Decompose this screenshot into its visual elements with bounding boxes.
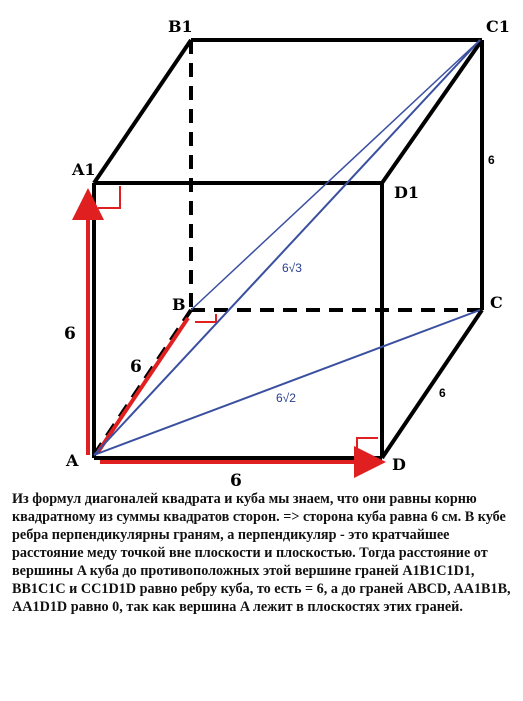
vertex-label-D1: D1	[394, 183, 420, 202]
vertex-label-B: B	[172, 295, 186, 314]
right-angle-B	[195, 314, 216, 322]
edge-D1C1	[382, 40, 482, 183]
vertex-label-B1: B1	[168, 17, 193, 36]
edge-label-AD: 6	[230, 471, 242, 491]
edge-label-CD: 6	[439, 386, 446, 400]
edge-CD	[382, 310, 482, 458]
edge-label-AB: 6	[130, 357, 142, 377]
vertex-label-A1: A1	[72, 160, 96, 179]
diagonal-label-AC: 6√2	[276, 391, 296, 405]
highlight-AB	[98, 318, 188, 452]
vertex-label-C1: C1	[486, 17, 510, 36]
right-angle-A1	[98, 186, 120, 208]
edge-A1B1	[94, 40, 191, 183]
diagonal-BC1	[191, 40, 480, 310]
diagonal-AC	[94, 310, 480, 455]
vertex-label-A: A	[66, 451, 79, 470]
edge-label-AA1: 6	[64, 324, 76, 344]
vertex-label-D: D	[392, 455, 406, 474]
explanation-text: Из формул диагоналей квадрата и куба мы знаем, что они равны корню квадратному из суммы квадратов сторон. => сторона куба равна 6 см. В кубе ребра перпендикулярны граням, а перпендикуляр - это кратчайшее расстояние меду точкой вне плоскости и плоскостью. Тогда расстояние от вершины A куба до противоположных этой вершине граней A1B1C1D1, BB1C1C и CC1D1D равно ребру куба, то есть = 6, а до граней ABCD, AA1B1B, AA1D1D равно 0, так как вершина A лежит в плоскостях этих граней.	[12, 491, 511, 615]
right-angle-D	[357, 438, 378, 448]
vertex-label-C: C	[490, 293, 503, 312]
edge-label-CC1: 6	[488, 153, 495, 167]
diagonal-label-AC1: 6√3	[282, 261, 302, 275]
